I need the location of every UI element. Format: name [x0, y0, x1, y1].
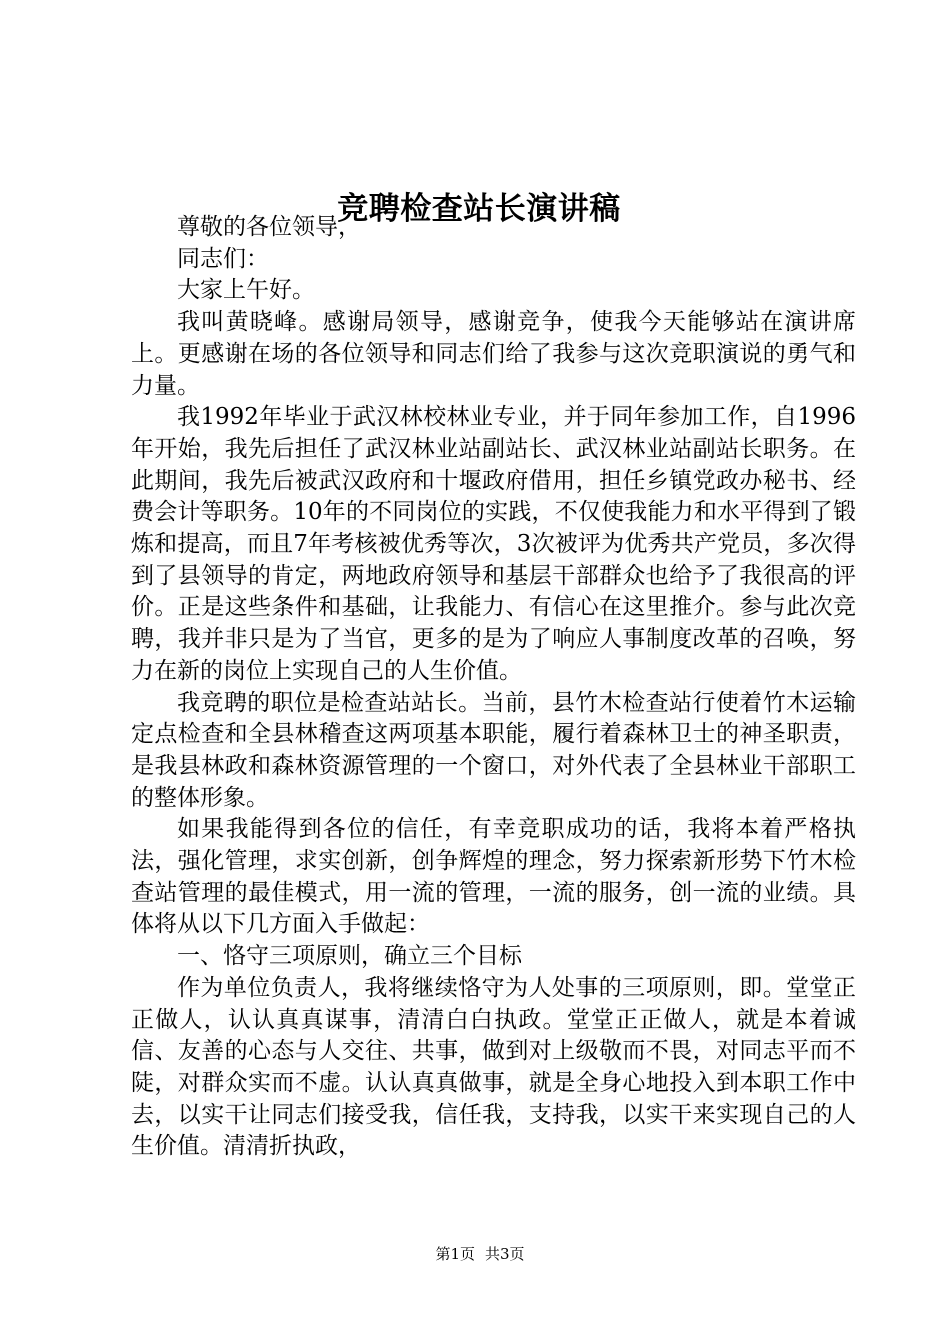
salutation-leaders: 尊敬的各位领导，: [177, 214, 361, 240]
salutation-comrades: 同志们：: [177, 245, 269, 272]
page-footer: [0, 1244, 950, 1264]
document-body: [131, 212, 856, 1163]
page-total: 共3页: [485, 1245, 525, 1263]
document-title: 竞聘检查站长演讲稿: [337, 191, 621, 227]
paragraph-position: 我竞聘的职位是检查站站长。当前，县竹木检查站行使着竹木运输定点检查和全县林稽查这两项基本职能，履行着森林卫士的神圣职责，是我县林政和森林资源管理的一个窗口，对外代表了全县林业干部职工的整体形象。: [131, 689, 856, 811]
page-number: 第1页: [435, 1245, 475, 1263]
paragraph-experience: 我1992年毕业于武汉林校林业专业，并于同年参加工作，自1996年开始，我先后担任了武汉林业站副站长、武汉林业站副站长职务。在此期间，我先后被武汉政府和十堰政府借用，担任乡镇党政办秘书、经费会计等职务。10年的不同岗位的实践，不仅使我能力和水平得到了锻炼和提高，而且7年考核被优秀等次，3次被评为优秀共产党员，多次得到了县领导的肯定，两地政府领导和基层干部群众也给予了我很高的评价。正是这些条件和基础，让我能力、有信心在这里推介。参与此次竞聘，我并非只是为了当官，更多的是为了响应人事制度改革的召唤，努力在新的岗位上实现自己的人生价值。: [131, 404, 856, 684]
paragraph-principles: 作为单位负责人，我将继续恪守为人处事的三项原则，即。堂堂正正做人，认认真真谋事，清清白白执政。堂堂正正做人，就是本着诚信、友善的心态与人交往、共事，做到对上级敬而不畏，对同志平而不陡，对群众实而不虚。认认真真做事，就是全身心地投入到本职工作中去，以实干让同志们接受我，信任我，支持我，以实干来实现自己的人生价值。清清折执政，: [131, 974, 856, 1160]
section-heading-principles: 一、恪守三项原则，确立三个目标: [177, 943, 522, 970]
greeting: 大家上午好。: [177, 277, 315, 304]
paragraph-introduction: 我叫黄晓峰。感谢局领导，感谢竞争，使我今天能够站在演讲席上。更感谢在场的各位领导和同志们给了我参与这次竞职演说的勇气和力量。: [131, 309, 856, 399]
paragraph-commitment: 如果我能得到各位的信任，有幸竞职成功的话，我将本着严格执法，强化管理，求实创新，创争辉煌的理念，努力探索新形势下竹木检查站管理的最佳模式，用一流的管理，一流的服务，创一流的业绩。具体将从以下几方面入手做起：: [131, 816, 856, 938]
